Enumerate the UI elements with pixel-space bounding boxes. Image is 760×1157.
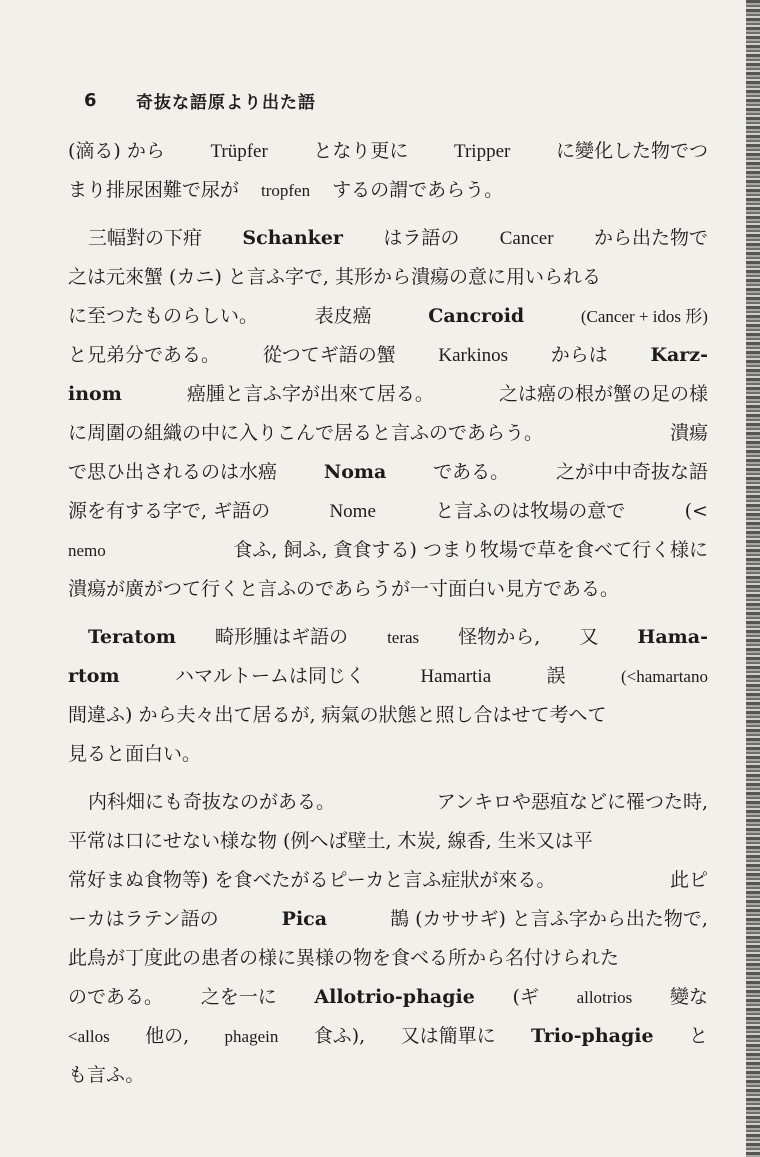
text-segment: である。 (433, 461, 510, 483)
text-segment: 之を一に (200, 986, 277, 1008)
page-header (84, 86, 316, 114)
latin-term: Tripper (454, 141, 511, 162)
text-line (68, 735, 708, 774)
paragraph-start-line (68, 219, 708, 258)
text-segment: も言ふ。 (68, 1064, 145, 1086)
text-line (68, 132, 708, 171)
text-line (68, 1056, 708, 1095)
text-segment: となり更に (313, 140, 409, 162)
text-line (68, 375, 708, 414)
latin-term-bold: Hama- (637, 626, 708, 648)
page-number: 6 (84, 89, 97, 111)
text-segment: (< (684, 500, 708, 522)
text-segment: はラ語の (383, 227, 460, 249)
text-segment: 潰瘍が廣がつて行くと言ふのであらうが一寸面白い見方である。 (68, 578, 620, 600)
text-segment: 鵲 (カササギ) と言ふ字から出た物で, (390, 908, 708, 930)
text-segment: 見ると面白い。 (68, 743, 202, 765)
text-line (68, 822, 708, 861)
text-segment: まり排尿困難で尿が (68, 179, 240, 201)
text-segment: 源を有する字で, ギ語の (68, 500, 271, 522)
text-segment: に變化した物でつ (555, 140, 708, 162)
running-title: 奇抜な語原より出た語 (136, 92, 316, 113)
text-segment: からは (550, 344, 608, 366)
latin-term-bold: Cancroid (428, 305, 525, 327)
latin-term-bold: rtom (68, 665, 120, 687)
latin-term: teras (387, 628, 420, 647)
text-line (68, 531, 708, 570)
latin-term: tropfen (261, 181, 311, 200)
text-segment: に周圍の組織の中に入りこんで居ると言ふのであらう。 (68, 422, 544, 444)
text-segment: 表皮癌 (314, 305, 372, 327)
text-segment: 間違ふ) から夫々出て居るが, 病氣の狀態と照し合はせて考へて (68, 704, 607, 726)
text-segment: 三幅對の下疳 (88, 227, 203, 249)
text-segment: 又は簡單に (400, 1025, 496, 1047)
latin-term: Trüpfer (210, 141, 268, 162)
latin-term-bold: Trio-phagie (531, 1025, 654, 1047)
text-line (68, 900, 708, 939)
text-segment: 平常は口にせない様な物 (例へば壁土, 木炭, 線香, 生米又は平 (68, 830, 593, 852)
text-segment: アンキロや惡疽などに罹つた時, (436, 791, 708, 813)
latin-term: allotrios (576, 988, 633, 1007)
latin-term: Nome (329, 501, 376, 522)
text-segment: 内科畑にも奇抜なのがある。 (88, 791, 336, 813)
text-line (68, 414, 708, 453)
text-segment: (滴る) から (68, 140, 165, 162)
latin-term-bold: Allotrio-phagie (314, 986, 475, 1008)
text-segment: から出た物で (593, 227, 708, 249)
text-segment: ハマルトームは同じく (175, 665, 366, 687)
text-segment: で思ひ出されるのは水癌 (68, 461, 278, 483)
text-line (68, 258, 708, 297)
text-line (68, 696, 708, 735)
text-line (68, 861, 708, 900)
latin-term: <allos (68, 1027, 110, 1046)
text-segment: 之は元來蟹 (カニ) と言ふ字で, 其形から潰瘍の意に用いられる (68, 266, 601, 288)
latin-term-bold: Noma (323, 461, 387, 483)
text-line (68, 297, 708, 336)
text-segment: 從つてギ語の蟹 (262, 344, 396, 366)
text-segment: 誤 (546, 665, 566, 687)
text-segment: 之は癌の根が蟹の足の様 (498, 383, 708, 405)
latin-term: nemo (68, 541, 106, 560)
paragraph-start-line (68, 783, 708, 822)
text-line (68, 657, 708, 696)
text-line (68, 939, 708, 978)
latin-term: (<hamartano (620, 667, 708, 686)
text-segment: 畸形腫はギ語の (214, 626, 348, 648)
text-segment: 癌腫と言ふ字が出來て居る。 (186, 383, 434, 405)
text-segment: 之が中中奇抜な語 (555, 461, 708, 483)
text-segment: ーカはラテン語の (68, 908, 219, 930)
latin-term: Cancer (499, 228, 554, 249)
latin-term-bold: Karz- (650, 344, 708, 366)
text-line (68, 492, 708, 531)
page-edge-shadow (746, 0, 760, 1157)
latin-term: (Cancer + idos 形) (580, 307, 708, 326)
latin-term-bold: Schanker (242, 227, 343, 249)
latin-term: phagein (224, 1027, 279, 1046)
paragraph-start-line (68, 618, 708, 657)
text-line (68, 336, 708, 375)
text-segment: 常好まぬ食物等) を食べたがるピーカと言ふ症狀が來る。 (68, 869, 556, 891)
text-segment: 變な (669, 986, 708, 1008)
text-segment: と言ふのは牧場の意で (435, 500, 626, 522)
text-line (68, 1017, 708, 1056)
latin-term-bold: inom (68, 383, 122, 405)
text-segment: と兄弟分である。 (68, 344, 221, 366)
text-segment: 又 (579, 626, 599, 648)
text-line (68, 171, 708, 210)
text-segment: 潰瘍 (669, 422, 708, 444)
text-segment: するの謂であらう。 (332, 179, 504, 201)
text-segment: 怪物から, (458, 626, 541, 648)
latin-term-bold: Pica (281, 908, 328, 930)
text-segment: 此ピ (669, 869, 708, 891)
text-segment: (ギ (512, 986, 539, 1008)
text-segment: と (688, 1025, 708, 1047)
text-segment: 他の, (145, 1025, 190, 1047)
latin-term: Hamartia (420, 666, 492, 687)
text-line (68, 978, 708, 1017)
latin-term-bold: Teratom (88, 626, 176, 648)
text-segment: に至つたものらしい。 (68, 305, 259, 327)
text-segment: 食ふ), (313, 1025, 366, 1047)
body-text (68, 132, 708, 1095)
latin-term: Karkinos (438, 345, 509, 366)
text-segment: のである。 (68, 986, 164, 1008)
text-segment: 此鳥が丁度此の患者の様に異様の物を食べる所から名付けられた (68, 947, 620, 969)
text-line (68, 453, 708, 492)
text-segment: 食ふ, 飼ふ, 貪食する) つまり牧場で草を食べて行く様に (233, 539, 708, 561)
text-line (68, 570, 708, 609)
